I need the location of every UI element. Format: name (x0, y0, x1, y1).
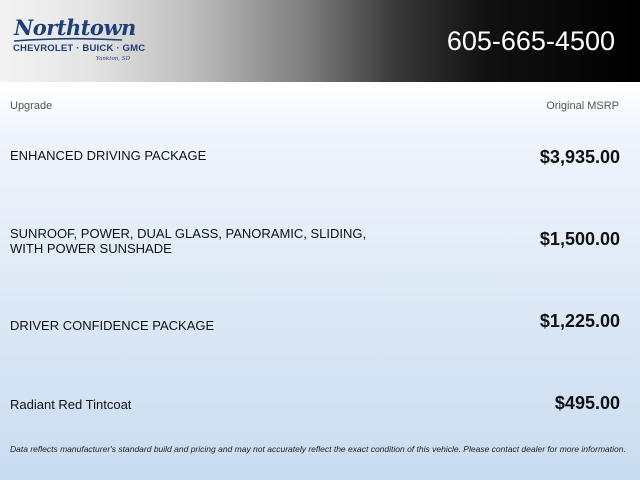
upgrade-name: Radiant Red Tintcoat (10, 397, 132, 412)
upgrade-name: ENHANCED DRIVING PACKAGE (10, 148, 207, 163)
upgrade-price: $3,935.00 (539, 147, 620, 167)
upgrade-price: $1,225.00 (539, 311, 620, 331)
upgrade-price: $495.00 (554, 393, 620, 413)
logo-brands: CHEVROLET · BUICK · GMC (13, 43, 146, 54)
upgrade-price: $1,500.00 (539, 229, 620, 249)
upgrade-name: DRIVER CONFIDENCE PACKAGE (10, 318, 215, 333)
header-banner (0, 0, 640, 82)
column-header-msrp: Original MSRP (546, 100, 619, 112)
logo-city: Yankton, SD (95, 56, 130, 62)
logo-name: Northtown (14, 15, 136, 40)
disclaimer-text: Data reflects manufacturer's standard build and pricing and may not accurately reflect the exact condition of this vehicle. Please contact dealer for more information. (10, 444, 626, 454)
dealer-logo (12, 15, 146, 66)
column-header-upgrade: Upgrade (10, 100, 53, 112)
dealer-phone[interactable]: 605-665-4500 (446, 26, 615, 56)
upgrade-name: SUNROOF, POWER, DUAL GLASS, PANORAMIC, SLIDING, WITH POWER SUNSHADE (10, 226, 367, 256)
